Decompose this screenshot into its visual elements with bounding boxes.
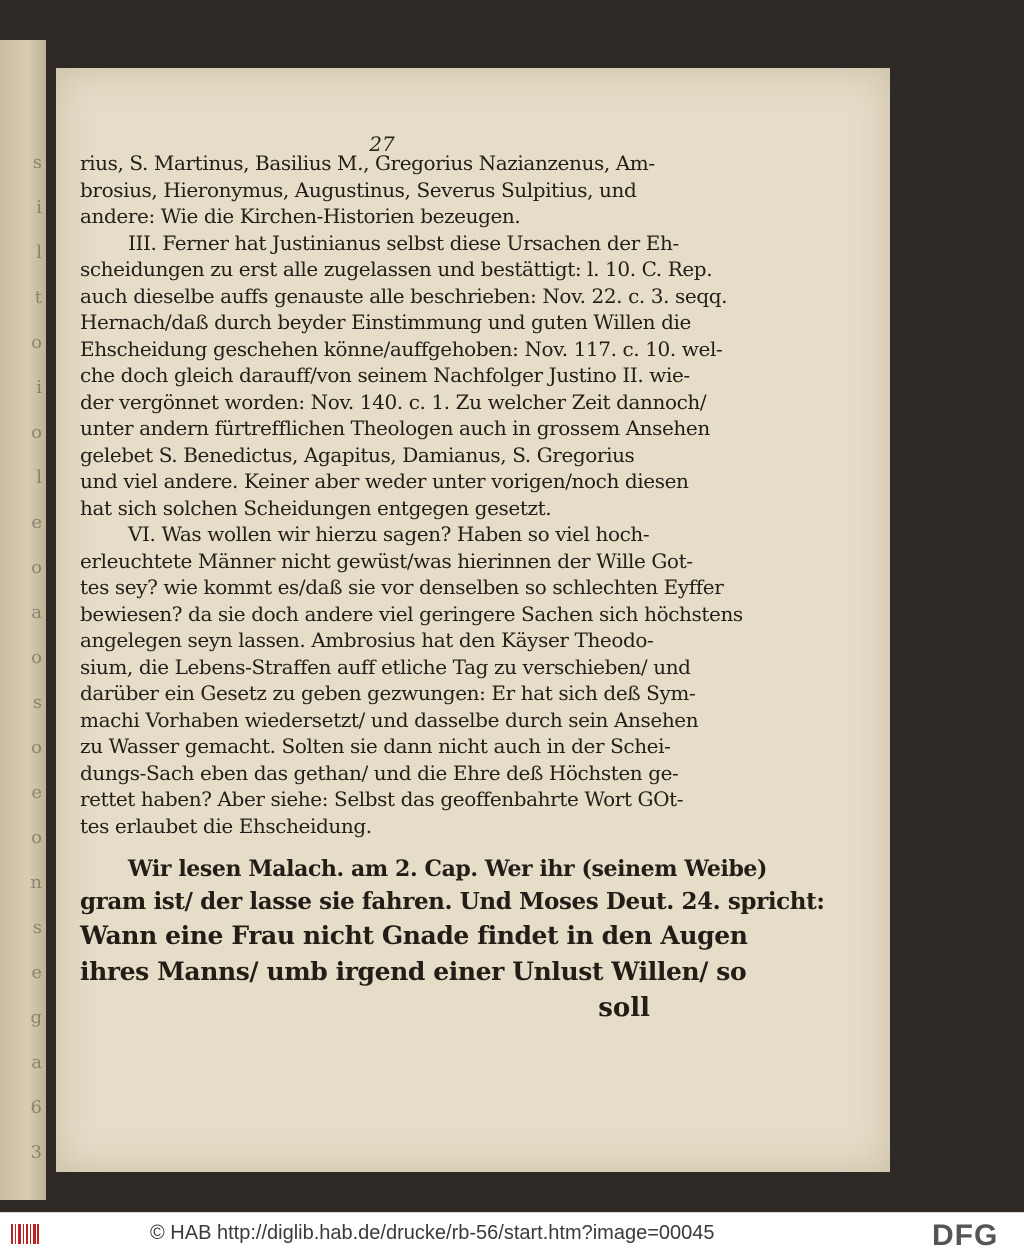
text-line: erleuchtete Männer nicht gewüst/was hierinnen der Wille Got- [80, 548, 693, 573]
quote-line: gram ist/ der lasse sie fahren. Und Moses Deut. 24. spricht: [80, 888, 825, 915]
edge-glyph: n [30, 872, 42, 893]
edge-glyph: e [31, 512, 42, 533]
edge-glyph: i [36, 377, 42, 398]
text-line: machi Vorhaben wiedersetzt/ und dasselbe durch sein Ansehen [80, 707, 699, 732]
text-line: Ehscheidung geschehen könne/auffgehoben: Nov. 117. c. 10. wel- [80, 336, 723, 361]
edge-glyph: a [31, 1052, 42, 1073]
text-line: dungs-Sach eben das gethan/ und die Ehre deß Höchsten ge- [80, 760, 679, 785]
text-line: bewiesen? da sie doch andere viel geringere Sachen sich höchstens [80, 601, 743, 626]
quote-line: ihres Manns/ umb irgend einer Unlust Willen/ so [80, 957, 747, 986]
dfg-logo: DFG [932, 1219, 999, 1252]
text-line: darüber ein Gesetz zu geben gezwungen: Er hat sich deß Sym- [80, 681, 696, 705]
text-line: hat sich solchen Scheidungen entgegen gesetzt. [80, 495, 552, 520]
text-line: unter andern fürtrefflichen Theologen auch in grossem Ansehen [80, 416, 710, 440]
text-line: Hernach/daß durch beyder Einstimmung und guten Willen die [80, 310, 691, 334]
text-line: tes sey? wie kommt es/daß sie vor denselben so schlechten Eyffer [80, 575, 724, 599]
edge-glyph: i [36, 197, 42, 218]
text-line: zu Wasser gemacht. Solten sie dann nicht auch in der Schei- [80, 734, 671, 758]
edge-glyph: g [30, 1007, 42, 1028]
text-line: auch dieselbe auffs genauste alle beschrieben: Nov. 22. c. 3. seqq. [80, 283, 728, 308]
text-line: brosius, Hieronymus, Augustinus, Severus Sulpitius, und [80, 177, 637, 202]
text-line: VI. Was wollen wir hierzu sagen? Haben so viel hoch- [128, 522, 650, 546]
text-line: III. Ferner hat Justinianus selbst diese Ursachen der Eh- [128, 230, 679, 255]
text-line: und viel andere. Keiner aber weder unter vorigen/noch diesen [80, 469, 689, 493]
quote-line: Wir lesen Malach. am 2. Cap. Wer ihr (seinem Weibe) [128, 856, 768, 882]
text-line: gelebet S. Benedictus, Agapitus, Damianus, S. Gregorius [80, 442, 635, 467]
edge-glyph: o [31, 422, 42, 443]
edge-glyph: t [34, 287, 42, 308]
page-number: 27 [369, 132, 395, 156]
text-line: che doch gleich darauff/von seinem Nachfolger Justino II. wie- [80, 363, 690, 387]
edge-glyph: o [31, 827, 42, 848]
text-line: angelegen seyn lassen. Ambrosius hat den Käyser Theodo- [80, 628, 654, 652]
previous-page-edge [0, 40, 46, 1200]
barcode-icon [10, 1221, 40, 1247]
footer-bar [0, 1212, 1024, 1255]
edge-glyph: o [31, 737, 42, 758]
text-line: der vergönnet worden: Nov. 140. c. 1. Zu welcher Zeit dannoch/ [80, 389, 707, 414]
quote-line: Wann eine Frau nicht Gnade findet in den Augen [80, 921, 748, 950]
text-line: andere: Wie die Kirchen-Historien bezeugen. [80, 204, 521, 228]
edge-glyph: 6 [30, 1097, 42, 1118]
footer-citation[interactable]: © HAB http://diglib.hab.de/drucke/rb-56/start.htm?image=00045 [150, 1222, 715, 1244]
catchword: soll [598, 993, 650, 1023]
text-line: rius, S. Martinus, Basilius M., Gregorius Nazianzenus, Am- [80, 151, 655, 175]
text-line: rettet haben? Aber siehe: Selbst das geoffenbahrte Wort GOt- [80, 787, 684, 811]
edge-glyph: o [31, 332, 42, 353]
edge-glyph: a [31, 602, 42, 623]
text-line: tes erlaubet die Ehscheidung. [80, 813, 372, 838]
edge-glyph: o [31, 557, 42, 578]
edge-glyph: s [32, 917, 42, 938]
text-line: sium, die Lebens-Straffen auff etliche Tag zu verschieben/ und [80, 654, 691, 679]
edge-glyph: 3 [30, 1142, 42, 1163]
body-paragraphs [80, 150, 743, 839]
edge-glyph: s [32, 692, 42, 713]
text-line: scheidungen zu erst alle zugelassen und bestättigt: l. 10. C. Rep. [80, 257, 713, 281]
previous-page-text-fragments [4, 140, 42, 1175]
edge-glyph: s [32, 152, 42, 173]
page-text [80, 150, 825, 1026]
scripture-quote [80, 853, 825, 990]
edge-glyph: l [36, 242, 42, 263]
edge-glyph: e [31, 962, 42, 983]
edge-glyph: l [36, 467, 42, 488]
edge-glyph: o [31, 647, 42, 668]
edge-glyph: e [31, 782, 42, 803]
